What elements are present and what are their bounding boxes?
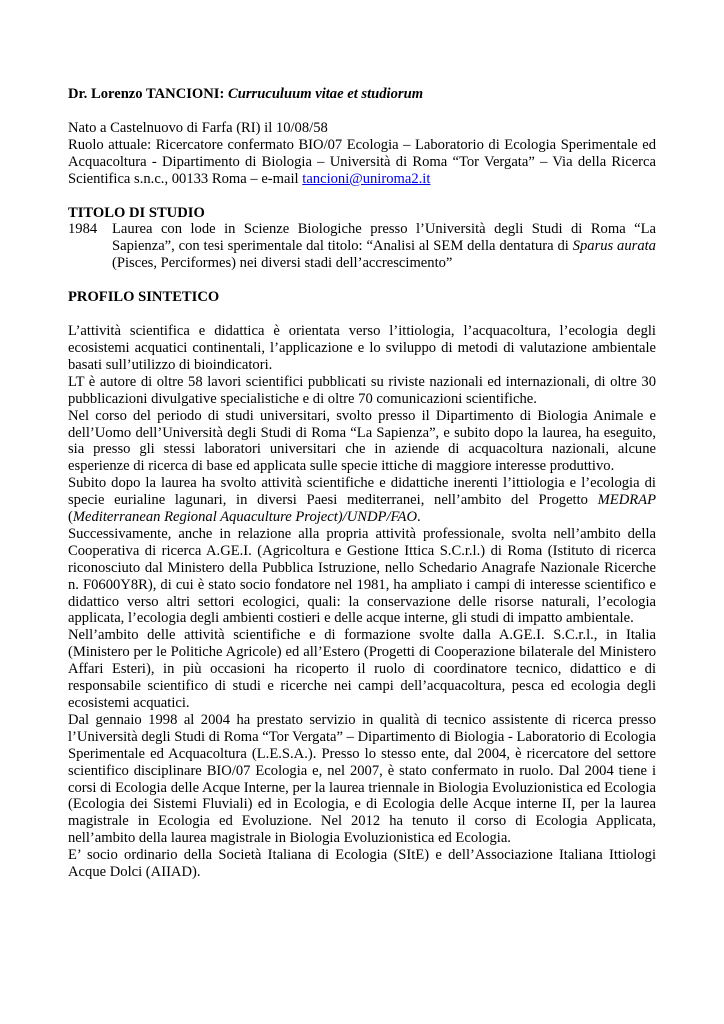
education-heading: TITOLO DI STUDIO (68, 204, 205, 221)
education-entry (68, 221, 656, 272)
paren-open: ( (68, 509, 73, 526)
current-role-text: Ruolo attuale: Ricercatore confermato BIO/07 Ecologia – Laboratorio di Ecologia Sperimentale ed Acquacoltura - Dipartimento di Biologia – Università di Roma “Tor Vergata” – Via della Ricerca Scientifica s.n.c., 00133 Roma – e-mail (68, 136, 656, 187)
project-full-name: Mediterranean Regional Aquaculture Project)/UNDP/FAO (72, 509, 417, 526)
author-name: Dr. Lorenzo TANCIONI: (68, 86, 225, 102)
profile-paragraph-1: L’attività scientifica e didattica è orientata verso l’ittiologia, l’acquacoltura, l’ecologia degli ecosistemi acquatici continentali, l’applicazione e lo sviluppo di metodi di valutazione ambientale basati sull’utilizzo di bioindicatori. (68, 323, 656, 373)
profile-paragraph-5: Successivamente, anche in relazione alla propria attività professionale, svolta nell’ambito della Cooperativa di ricerca A.GE.I. (Agricoltura e Gestione Ittica S.C.r.l.) di Roma (Istituto di ricerca riconosciuto dal Ministero della Pubblica Istruzione, nello Schedario Anagrafe Nazionale Ricerche n. F0600Y8R), di cui è stato socio fondatore nel 1981, ha ampliato i campi di interesse scientifico e didattico verso altri settori ecologici, quali: la conservazione delle risorse naturali, l’ecologia applicata, l’ecologia degli ambienti costieri e delle acque interne, gli studi di impatto ambientale. (68, 525, 656, 627)
education-description (112, 221, 656, 272)
bio-section (68, 120, 656, 188)
document-title (68, 86, 656, 103)
profile-heading: PROFILO SINTETICO (68, 289, 220, 306)
education-year: 1984 (68, 221, 98, 238)
email-link[interactable]: tancioni@uniroma2.it (302, 170, 431, 187)
profile-paragraph-4-text: Subito dopo la laurea ha svolto attività scientifiche e didattiche inerenti l’ittiologia e l’ecologia di specie eurialine lagunari, in diversi Paesi mediterranei, nell’ambito del Progetto (68, 475, 656, 509)
education-text-start: Laurea con lode in Scienze Biologiche presso l’Università degli Studi di Roma “La Sapienza”, con tesi sperimentale dal titolo: “Analisi al SEM della dentatura di (112, 221, 656, 255)
period: . (416, 509, 421, 526)
current-role (68, 137, 656, 188)
profile-paragraph-7: Dal gennaio 1998 al 2004 ha prestato servizio in qualità di tecnico assistente di ricerca presso l’Università degli Studi di Roma “Tor Vergata” – Dipartimento di Biologia - Laboratorio di Ecologia Sperimentale ed Acquacoltura (L.E.S.A.). Presso lo stesso ente, dal 2004, è ricercatore del settore scientifico disciplinare BIO/07 Ecologia e, nel 2007, è stato confermato in ruolo. Dal 2004 tiene i corsi di Ecologia delle Acque Interne, per la laurea triennale in Biologia Evoluzionistica ed Ecologia (Ecologia dei Sistemi Fluviali) ed in Ecologia, e di Ecologia delle Acque interne II, per la laurea magistrale in Ecologia ed Evoluzione. Nel 2012 ha tenuto il corso di Ecologia Applicata, nell’ambito della laurea magistrale in Biologia Evoluzionistica ed Ecologia. (68, 711, 656, 847)
profile-paragraph-4 (68, 475, 656, 526)
education-text-end: (Pisces, Perciformes) nei diversi stadi dell’accrescimento” (112, 255, 453, 272)
species-name: Sparus aurata (572, 238, 656, 255)
project-name: MEDRAP (597, 492, 656, 509)
profile-paragraph-3: Nel corso del periodo di studi universitari, svolto presso il Dipartimento di Biologia Animale e dell’Uomo dell’Università degli Studi di Roma “La Sapienza”, e subito dopo la laurea, ha eseguito, sia presso gli stessi laboratori universitari che in aziende di acquacoltura nazionali, alcune esperienze di ricerca di base ed applicata sulle specie ittiche di maggiore interesse produttivo. (68, 407, 656, 475)
document-subtitle: Curruculuum vitae et studiorum (228, 86, 424, 102)
profile-paragraph-8: E’ socio ordinario della Società Italiana di Ecologia (SItE) e dell’Associazione Italiana Ittiologi Acque Dolci (AIIAD). (68, 847, 656, 881)
birth-info: Nato a Castelnuovo di Farfa (RI) il 10/08/58 (68, 119, 328, 136)
profile-paragraph-2: LT è autore di oltre 58 lavori scientifici pubblicati su riviste nazionali ed internazionali, di oltre 30 pubblicazioni divulgative specialistiche e di oltre 70 comunicazioni scientifiche. (68, 373, 656, 407)
profile-paragraph-6: Nell’ambito delle attività scientifiche e di formazione svolte dalla A.GE.I. S.C.r.l., in Italia (Ministero per le Politiche Agricole) ed all’Estero (Progetti di Cooperazione bilaterale del Ministero Affari Esteri), in più occasioni ha ricoperto il ruolo di coordinatore tecnico, didattico e di responsabile scientifico di studi e ricerche nei campi dell’acquacoltura, pesca ed ecologia degli ecosistemi acquatici. (68, 627, 656, 711)
profile-section (68, 323, 656, 881)
